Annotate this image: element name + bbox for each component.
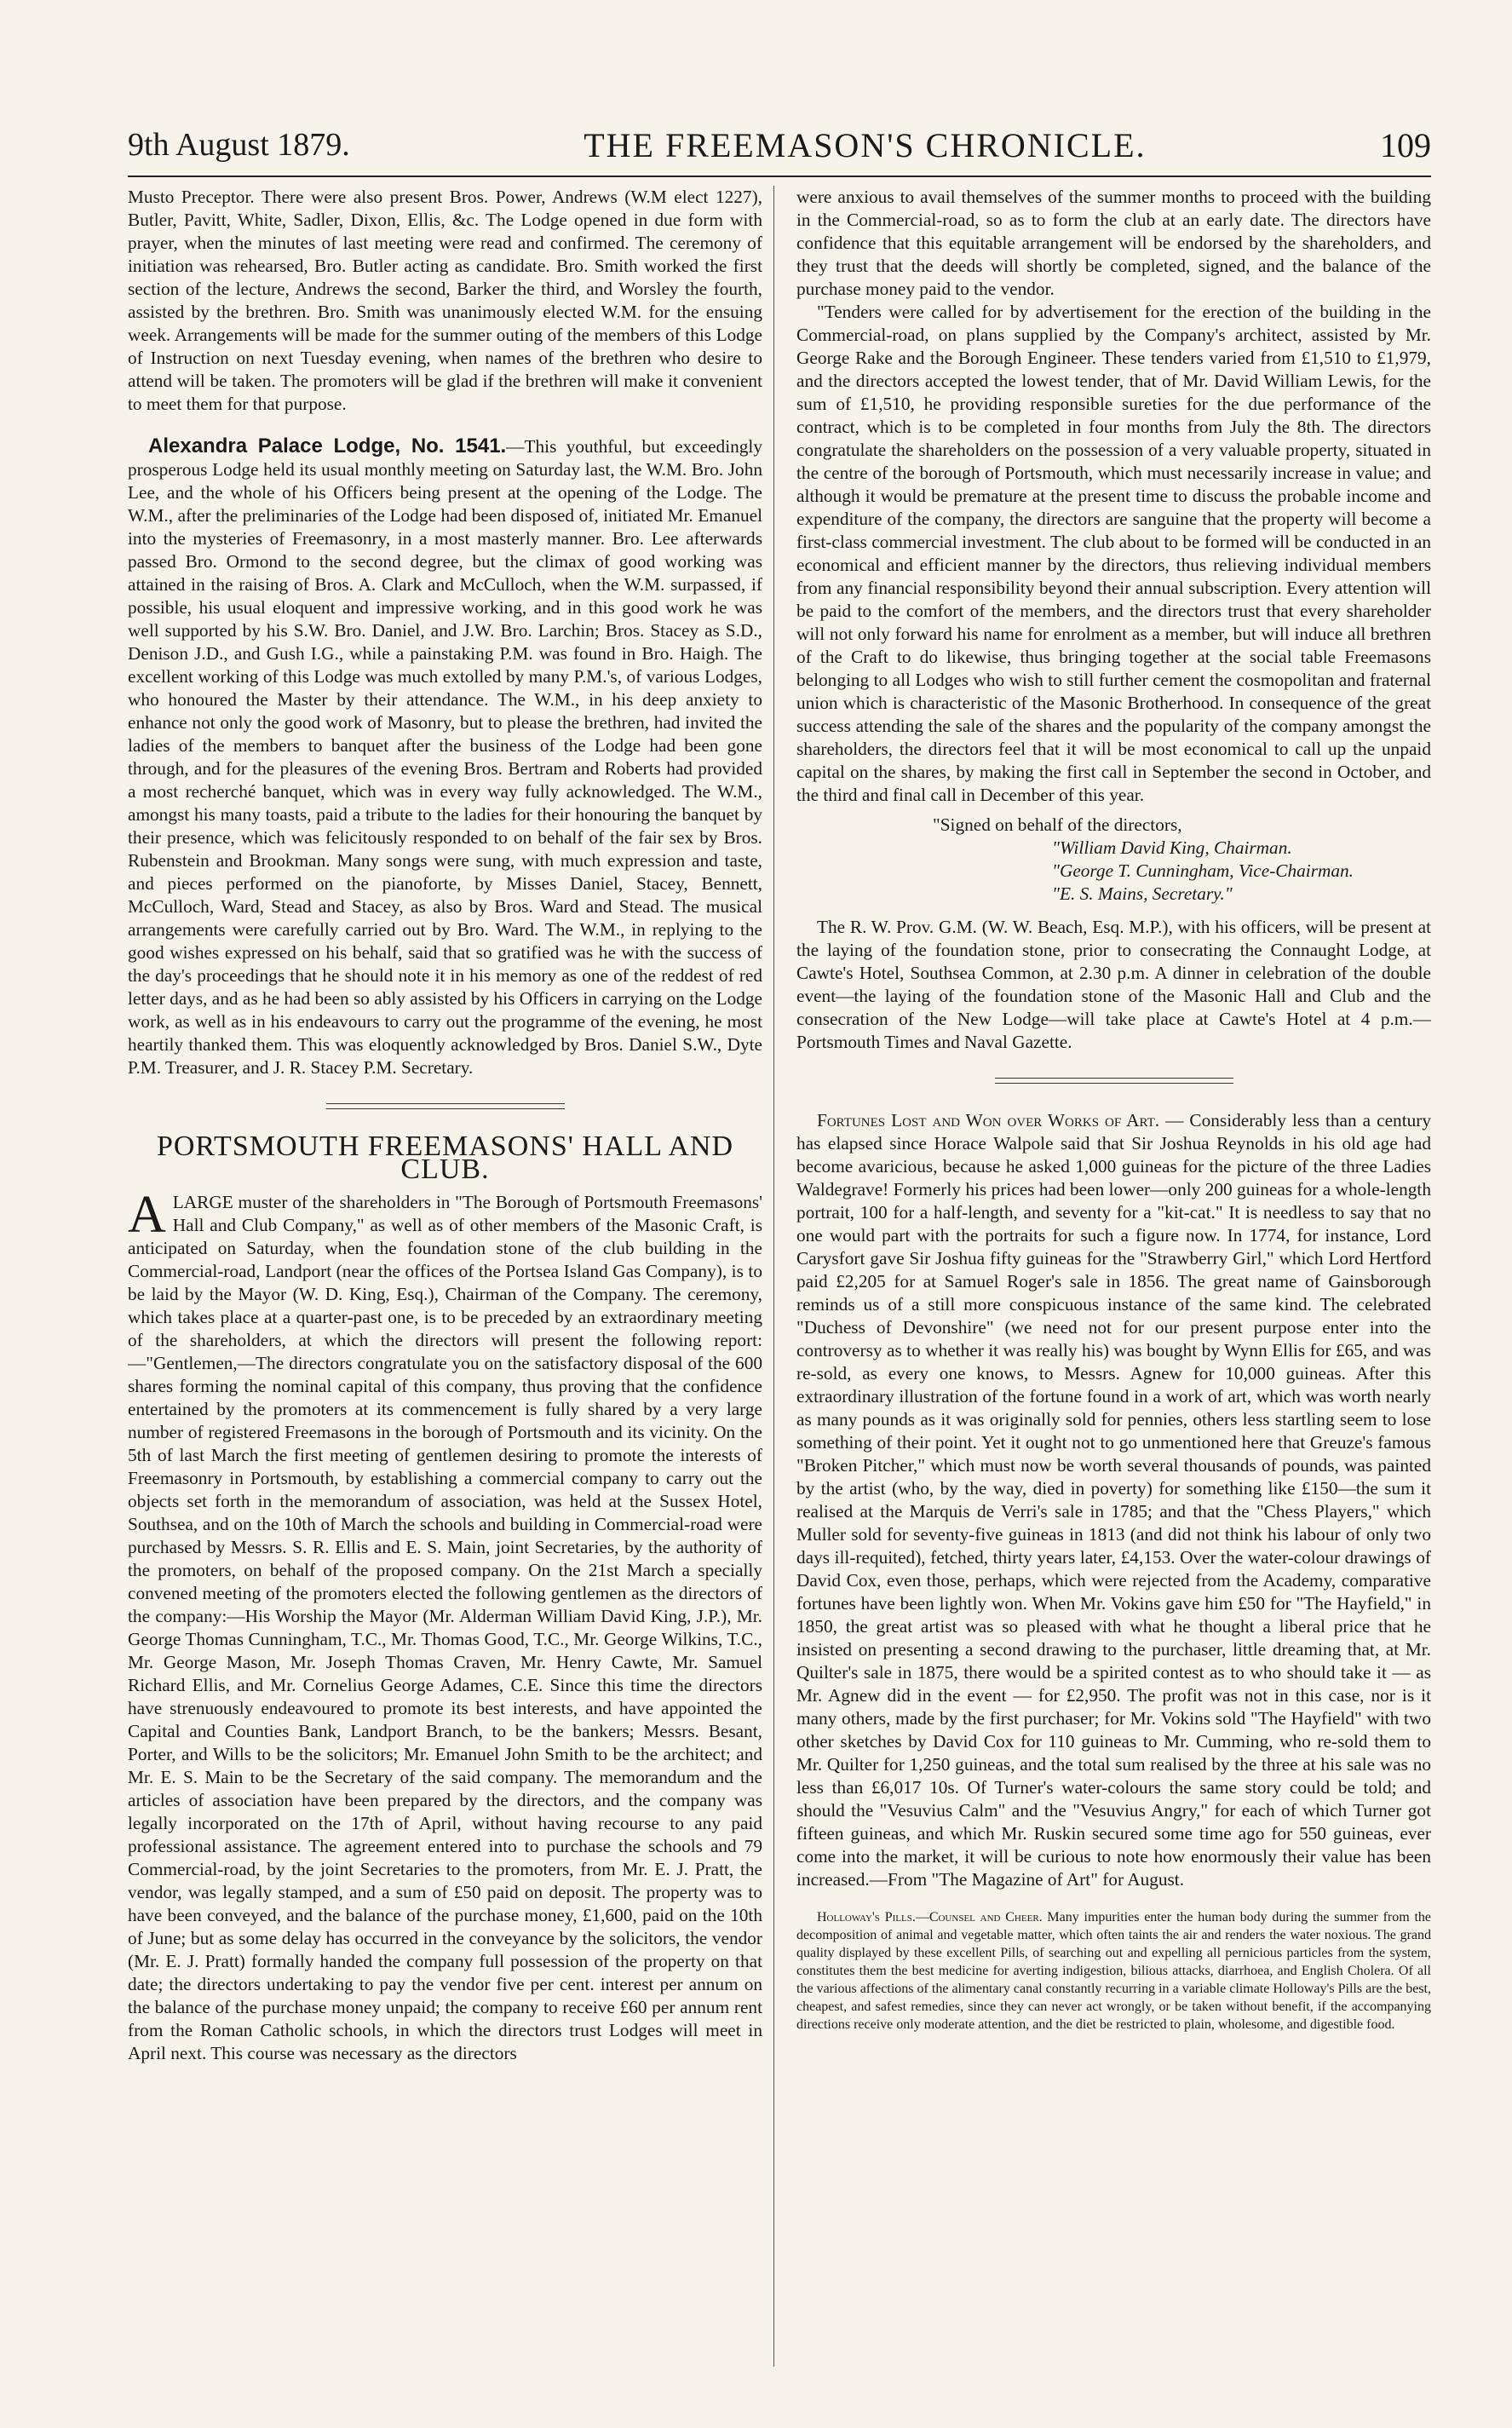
holloway-advert <box>796 1908 1431 2034</box>
section-divider <box>326 1103 565 1109</box>
fortunes-body: — Considerably less than a century has elapsed since Horace Walpole said that Sir Joshua Reynolds in his old age had become avaricious, because he asked 1,000 guineas for the picture of the three Ladies Waldegrave! Formerly his prices had been lower—only 200 guineas for a whole-length portrait, 100 for a half-length, and seventy for a "kit-cat." It is needless to say that no one would part with the portraits for such a figure now. In 1774, for instance, Lord Carysfort gave Sir Joshua fifty guineas for the "Strawberry Girl," which Lord Hertford paid £2,205 for at Samuel Roger's sale in 1856. The great name of Gainsborough reminds us of a still more conspicuous instance of the same kind. The celebrated "Duchess of Devonshire" (we need not for our present purpose enter into the controversy as to whether it was really his) was bought by Wynn Ellis for £65, and was re-sold, as every one knows, to Messrs. Agnew for 10,000 guineas. After this extraordinary illustration of the fortune found in a work of art, which was worth nearly as many pounds as it was originally sold for pennies, others less startling seem to lose something of their point. Yet it ought not to go unmentioned here that Greuze's famous "Broken Pitcher," which must now be worth several thousands of pounds, was painted by the artist (who, by the way, died in poverty) for something like £150—the sum it realised at the Marquis de Verri's sale in 1785; and that the "Chess Players," which Muller sold for seventy-five guineas in 1813 (and did not think his labour of only two days ill-requited), fetched, thirty years later, £4,153. Over the water-colour drawings of David Cox, even those, perhaps, which were rejected from the Academy, comparative fortunes have been lightly won. When Mr. Vokins gave him £50 for "The Hayfield," in 1850, the great artist was so pleased with what he thought a liberal price that he insisted on presenting a second drawing to the purchaser, little dreaming that, at Mr. Quilter's sale in 1875, there would be a spirited contest as to who should take it — as Mr. Agnew did in the event — for £2,950. The profit was not in this case, nor is it many others, made by the first purchaser; for Mr. Vokins sold "The Hayfield" with two other sketches by David Cox for 110 guineas to Mr. Cumming, who re-sold them to Mr. Quilter for 1,250 guineas, and the total sum realised by the three at his sale was no less than £6,017 10s. Of Turner's water-colours the same story could be told; and should the "Vesuvius Calm" and the "Vesuvius Angry," for each of which Turner got fifteen guineas, and which Mr. Ruskin secured some time ago for 550 guineas, ever come into the market, it will be curious to note how enormously their value has been increased.—From "The Magazine of Art" for August. <box>796 1110 1431 1890</box>
fortunes-article <box>796 1109 1431 1891</box>
left-column <box>128 186 762 2401</box>
section-divider <box>995 1078 1233 1084</box>
lodge-report <box>128 434 762 1079</box>
signed-line: "Signed on behalf of the directors, <box>933 814 1182 835</box>
lodge-heading: Alexandra Palace Lodge, No. 1541. <box>148 434 507 457</box>
issue-date: 9th August 1879. <box>128 127 350 163</box>
page-header <box>128 119 1431 177</box>
signatory: "George T. Cunningham, Vice-Chairman. <box>1052 860 1354 881</box>
lodge-body: —This youthful, but exceedingly prosperous Lodge held its usual monthly meeting on Saturday last, the W.M. Bro. John Lee, and the whole of his Officers being present at the opening of the Lodge. The W.M., after the preliminaries of the Lodge had been disposed of, initiated Mr. Emanuel into the mysteries of Freemasonry, in a most masterly manner. Bro. Lee afterwards passed Bro. Ormond to the second degree, but the climax of good working was attained in the raising of Bros. A. Clark and McCulloch, when the W.M. surpassed, if possible, his usual eloquent and impressive working, and in this good work he was well supported by his S.W. Bro. Daniel, and J.W. Bro. Larchin; Bros. Stacey as S.D., Denison J.D., and Gush I.G., while a painstaking P.M. was found in Bro. Haigh. The excellent working of this Lodge was much extolled by many P.M.'s, of various Lodges, who honoured the Master by their attendance. The W.M., in his deep anxiety to enhance not only the good work of Masonry, but to please the brethren, had invited the ladies of the members to banquet after the business of the Lodge had been gone through, and for the pleasures of the evening Bros. Bertram and Roberts had provided a most recherché banquet, which was in every way fully acknowledged. The W.M., amongst his many toasts, paid a tribute to the ladies for their honouring the banquet by their presence, which was felicitously responded to on behalf of the fair sex by Bros. Rubenstein and Brookman. Many songs were sung, with much expression and taste, and pieces performed on the pianoforte, by Misses Daniel, Stacey, Bennett, McCulloch, Ward, Stead and Stacey, as also by Bros. Ward and Stead. The musical arrangements were carefully carried out by Bro. Ward. The W.M., in replying to the good wishes expressed on his behalf, said that so gratified was he with the success of the day's proceedings that he should note it in his memory as one of the reddest of red letter days, and as he had been so ably assisted by his Officers in carrying on the Lodge work, as well as in his endeavours to carry out the programme of the evening, he most heartily thanked them. This was eloquently acknowledged by Bros. Daniel S.W., Dyte P.M. Treasurer, and J. R. Stacey P.M. Secretary. <box>128 436 762 1078</box>
fortunes-heading: Fortunes Lost and Won over Works of Art. <box>817 1110 1160 1131</box>
column-rule <box>773 186 774 2367</box>
portsmouth-body: LARGE muster of the shareholders in "The Borough of Portsmouth Freemasons' Hall and Club Company," as well as of other members of the Masonic Craft, is anticipated on Saturday, when the foundation stone of the club building in the Commercial-road, Landport (near the offices of the Portsea Island Gas Company), is to be laid by the Mayor (W. D. King, Esq.), Chairman of the Company. The ceremony, which takes place at a quarter-past one, is to be preceded by an extraordinary meeting of the shareholders, at which the directors will present the following report:—"Gentlemen,—The directors congratulate you on the satisfactory disposal of the 600 shares forming the nominal capital of this company, thus proving that the confidence entertained by the promoters at its commencement is fully shared by a very large number of registered Freemasons in the borough of Portsmouth and its vicinity. On the 5th of last March the first meeting of gentlemen desiring to promote the interests of Freemasonry in Portsmouth, by establishing a commercial company to carry out the objects set forth in the memorandum of association, was held at the Sussex Hotel, Southsea, and on the 10th of March the schools and building in Commercial-road were purchased by Messrs. S. R. Ellis and E. S. Main, joint Secretaries, by the authority of the promoters, on behalf of the proposed company. On the 21st March a specially convened meeting of the promoters elected the following gentlemen as the directors of the company:—His Worship the Mayor (Mr. Alderman William David King, J.P.), Mr. George Thomas Cunningham, T.C., Mr. Thomas Good, T.C., Mr. George Wilkins, T.C., Mr. George Mason, Mr. Joseph Thomas Craven, Mr. Henry Cawte, Mr. Samuel Richard Ellis, and Mr. Cornelius George Adames, C.E. Since this time the directors have strenuously endeavoured to promote its best interests, and have appointed the Capital and Counties Bank, Landport Branch, to be the bankers; Messrs. Besant, Porter, and Wills to be the solicitors; Mr. Emanuel John Smith to be the architect; and Mr. E. S. Main to be the Secretary of the said company. The memorandum and the articles of association have been prepared by the directors, and the company was legally incorporated on the 17th of April, without having recourse to any paid professional assistance. The agreement entered into to purchase the schools and 79 Commercial-road, by the joint Secretaries to the promoters, from Mr. E. J. Pratt, the vendor, was legally stamped, and a sum of £50 paid on deposit. The property was to have been conveyed, and the balance of the purchase money, £1,600, paid on the 10th of June; but as some delay has occurred in the conveyance by the solicitors, the vendor (Mr. E. J. Pratt) formally handed the company full possession of the property on that date; the directors undertaking to pay the vendor five per cent. interest per annum on the balance of the purchase money unpaid; the company to receive £60 per annum rent from the Roman Catholic schools, in which the directors trust Lodges will meet in April next. This course was necessary as the directors <box>128 1192 762 2063</box>
page-number: 109 <box>1379 125 1431 164</box>
right-column <box>796 186 1431 2401</box>
portsmouth-article <box>128 1186 762 2065</box>
continued-paragraph: were anxious to avail themselves of the summer months to proceed with the building in the Commercial-road, so as to form the club at an early date. The directors have confidence that this equitable arrangement will be endorsed by the shareholders, and they trust that the deeds will shortly be completed, signed, and the balance of the purchase money paid to the vendor. <box>796 187 1431 299</box>
holloway-heading: Holloway's Pills.—Counsel and Cheer. <box>817 1910 1043 1925</box>
drop-cap: A <box>128 1186 166 1244</box>
signatory: "E. S. Mains, Secretary." <box>1052 883 1233 904</box>
tenders-paragraph: "Tenders were called for by advertisement for the erection of the building in the Commercial-road, on plans supplied by the Company's architect, assisted by Mr. George Rake and the Borough Engineer. These tenders varied from £1,510 to £1,979, and the directors accepted the lowest tender, that of Mr. David William Lewis, for the sum of £1,510, he providing responsible sureties for the due performance of the contract, which is to be completed in four months from July the 8th. The directors congratulate the shareholders on the possession of a very valuable property, situated in the centre of the borough of Portsmouth, which must necessarily increase in value; and although it would be premature at the present time to discuss the probable income and expenditure of the company, the directors are sanguine that the property will become a first-class commercial investment. The club about to be formed will be conducted in an economical and efficient manner by the directors, thus relieving individual members from any financial responsibility beyond their annual subscription. Every attention will be paid to the comfort of the members, and the directors trust that every shareholder will not only forward his name for enrolment as a member, but will induce all brethren of the Craft to do likewise, thus bringing together at the social table Freemasons belonging to all Lodges who wish to still further cement the cosmopolitan and fraternal union which is characteristic of the Masonic Brotherhood. In consequence of the great success attending the sale of the shares and the popularity of the company amongst the shareholders, the directors feel that it will be most economical to call up the unpaid capital on the shares, by making the first call in September the second in October, and the third and final call in December of this year. <box>796 302 1431 805</box>
intro-paragraph: Musto Preceptor. There were also present Bros. Power, Andrews (W.M elect 1227), Butler, Pavitt, White, Sadler, Dixon, Ellis, &c. The Lodge opened in due form with prayer, when the minutes of last meeting were read and confirmed. The ceremony of initiation was rehearsed, Bro. Butler acting as candidate. Bro. Smith worked the first section of the lecture, Andrews the second, Barker the third, and Worsley the fourth, assisted by the brethren. Bro. Smith was unanimously elected W.M. for the ensuing week. Arrangements will be made for the summer outing of the members of this Lodge of Instruction on next Tuesday evening, when names of the brethren who desire to attend will be taken. The promoters will be glad if the brethren will make it convenient to meet them for that purpose. <box>128 187 762 414</box>
section-title: PORTSMOUTH FREEMASONS' HALL AND CLUB. <box>156 1131 734 1185</box>
signatory: "William David King, Chairman. <box>1052 837 1292 858</box>
prov-gm-paragraph: The R. W. Prov. G.M. (W. W. Beach, Esq. M.P.), with his officers, will be present at the laying of the foundation stone, prior to consecrating the Connaught Lodge, at Cawte's Hotel, Southsea Common, at 2.30 p.m. A dinner in celebration of the double event—the laying of the foundation stone of the Masonic Hall and Club and the consecration of the New Lodge—will take place at Cawte's Hotel at 4 p.m.—Portsmouth Times and Naval Gazette. <box>796 917 1431 1052</box>
newspaper-title: THE FREEMASON'S CHRONICLE. <box>584 125 1147 164</box>
holloway-body: Many impurities enter the human body during the summer from the decomposition of animal and vegetable matter, which often taints the air and renders the water noxious. The grand quality displayed by these excellent Pills, of searching out and expelling all pernicious particles from the system, constitutes them the best medicine for averting indigestion, bilious attacks, diarrhoea, and English Cholera. Of all the various affections of the alimentary canal constantly recurring in a variable climate Holloway's Pills are the best, cheapest, and safest remedies, since they can never act wrongly, or be taken without benefit, if the accompanying directions receive only moderate attention, and the diet be restricted to plain, wholesome, and digestible food. <box>796 1910 1431 2032</box>
